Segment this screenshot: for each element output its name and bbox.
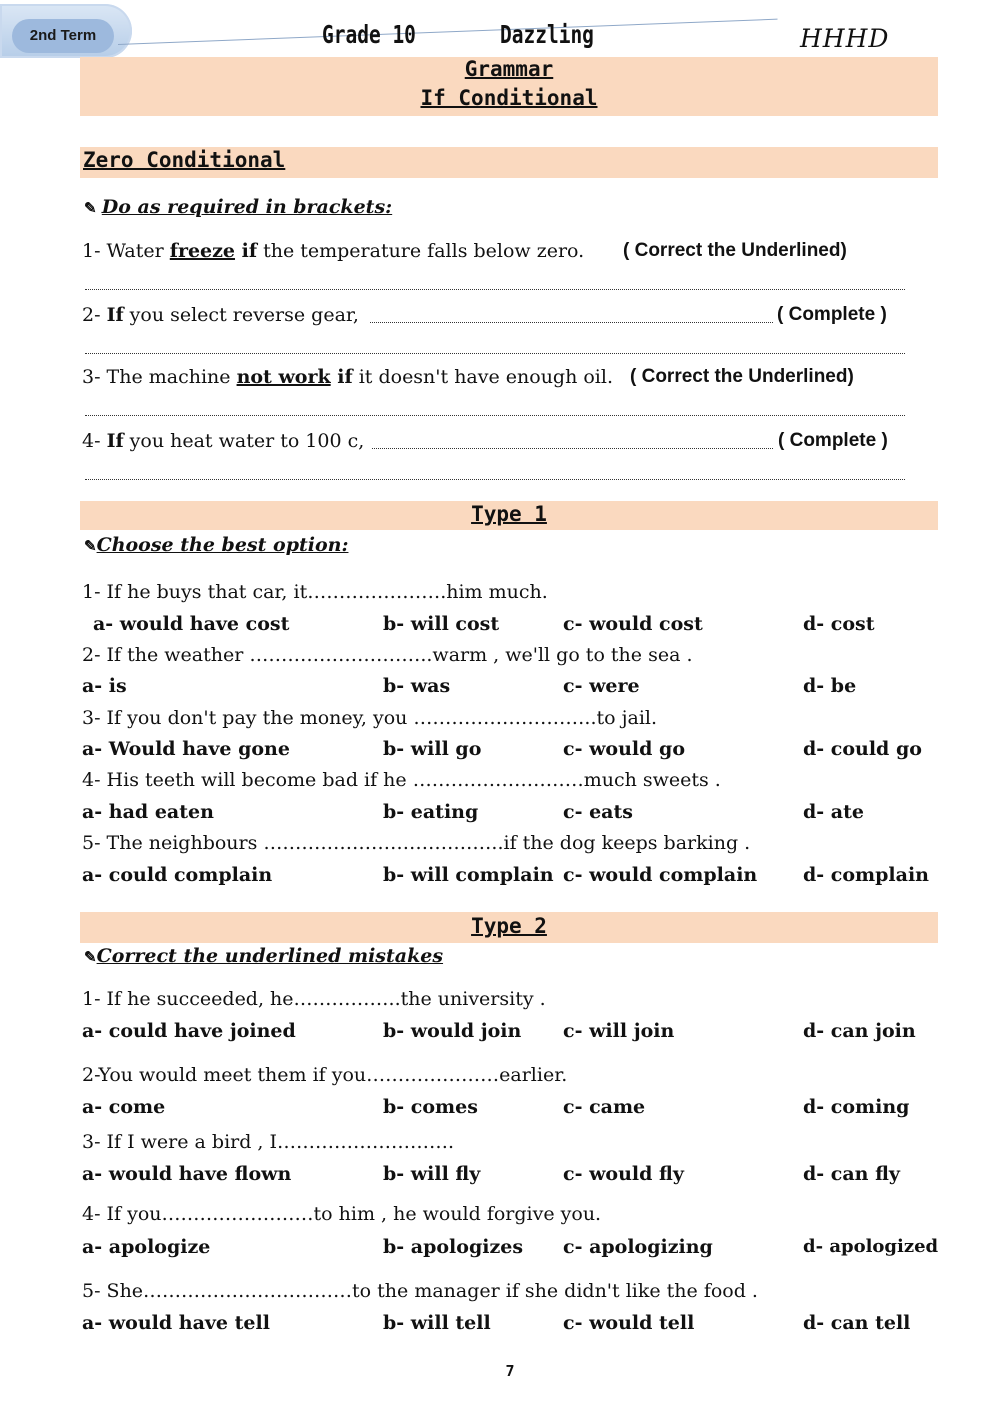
complete-blank-4[interactable] xyxy=(372,448,773,449)
type1-q2-option-a[interactable]: a- is xyxy=(82,675,127,697)
type1-q3-option-a[interactable]: a- Would have gone xyxy=(82,738,290,760)
type1-heading: Type 1 xyxy=(471,502,547,526)
zero-question-1: 1- Water freeze if the temperature falls below zero. xyxy=(82,240,585,262)
zero-task-2: ( Complete ) xyxy=(777,304,887,325)
page-number: 7 xyxy=(505,1362,515,1380)
type2-q1-option-d[interactable]: d- can join xyxy=(803,1020,916,1042)
term-label: 2nd Term xyxy=(12,19,114,53)
zero-question-4: 4- If you heat water to 100 c, xyxy=(82,430,365,452)
zero-conditional-band xyxy=(80,147,938,178)
type1-q3-option-d[interactable]: d- could go xyxy=(803,738,922,760)
type1-q4-option-a[interactable]: a- had eaten xyxy=(82,801,214,823)
grade-label: Grade 10 xyxy=(322,20,416,49)
type1-stem-2: 2- If the weather ………………………..warm , we'll go to the sea . xyxy=(82,644,693,666)
title-if-conditional: If Conditional xyxy=(420,86,598,110)
pencil-icon: ✎ xyxy=(84,199,102,217)
type2-q5-option-b[interactable]: b- will tell xyxy=(383,1312,491,1334)
type1-q1-option-d[interactable]: d- cost xyxy=(803,613,875,635)
title-grammar: Grammar xyxy=(464,57,554,81)
type2-instruction: ✎Correct the underlined mistakes xyxy=(84,945,444,967)
zero-task-4: ( Complete ) xyxy=(778,430,888,451)
complete-blank-2[interactable] xyxy=(370,322,773,323)
type1-q3-option-c[interactable]: c- would go xyxy=(563,738,685,760)
type2-q3-option-c[interactable]: c- would fly xyxy=(563,1163,684,1185)
type2-q3-option-b[interactable]: b- will fly xyxy=(383,1163,481,1185)
type2-stem-3: 3- If I were a bird , I………………………. xyxy=(82,1131,455,1153)
type1-instruction: ✎Choose the best option: xyxy=(84,534,349,556)
type2-q5-option-a[interactable]: a- would have tell xyxy=(82,1312,270,1334)
type1-band xyxy=(80,501,938,530)
type2-q4-option-b[interactable]: b- apologizes xyxy=(383,1236,524,1258)
answer-line-3[interactable] xyxy=(85,414,905,416)
zero-task-3: ( Correct the Underlined) xyxy=(630,366,854,387)
zero-conditional-heading: Zero Conditional xyxy=(83,148,286,172)
type2-q3-option-a[interactable]: a- would have flown xyxy=(82,1163,292,1185)
type2-q4-option-a[interactable]: a- apologize xyxy=(82,1236,211,1258)
type1-stem-4: 4- His teeth will become bad if he ………………………much sweets . xyxy=(82,769,721,791)
type2-stem-2: 2-You would meet them if you…………………earlier. xyxy=(82,1064,568,1086)
type1-q3-option-b[interactable]: b- will go xyxy=(383,738,482,760)
type2-q4-option-c[interactable]: c- apologizing xyxy=(563,1236,713,1258)
type1-q1-option-c[interactable]: c- would cost xyxy=(563,613,703,635)
zero-instruction: ✎ Do as required in brackets: xyxy=(84,196,393,218)
type2-q3-option-d[interactable]: d- can fly xyxy=(803,1163,900,1185)
type1-q4-option-c[interactable]: c- eats xyxy=(563,801,633,823)
type1-q5-option-d[interactable]: d- complain xyxy=(803,864,929,886)
type2-q2-option-d[interactable]: d- coming xyxy=(803,1096,910,1118)
header-decorative-line xyxy=(118,19,778,45)
type1-stem-1: 1- If he buys that car, it………………….him much. xyxy=(82,581,548,603)
type2-band xyxy=(80,912,938,943)
type2-q5-option-c[interactable]: c- would tell xyxy=(563,1312,695,1334)
type2-q2-option-b[interactable]: b- comes xyxy=(383,1096,478,1118)
type2-q2-option-a[interactable]: a- come xyxy=(82,1096,166,1118)
type2-q1-option-c[interactable]: c- will join xyxy=(563,1020,675,1042)
type2-q4-option-d[interactable]: d- apologized xyxy=(803,1236,939,1257)
type1-q1-option-b[interactable]: b- will cost xyxy=(383,613,500,635)
pencil-icon: ✎ xyxy=(84,948,97,966)
pencil-icon: ✎ xyxy=(84,537,97,555)
type1-q4-option-b[interactable]: b- eating xyxy=(383,801,479,823)
author-signature: HHHD xyxy=(800,24,890,53)
book-title: Dazzling xyxy=(500,20,594,49)
type1-q4-option-d[interactable]: d- ate xyxy=(803,801,864,823)
type1-stem-5: 5- The neighbours ………………………………..if the dog keeps barking . xyxy=(82,832,751,854)
answer-line-1[interactable] xyxy=(85,288,905,290)
type1-q5-option-c[interactable]: c- would complain xyxy=(563,864,758,886)
type2-heading: Type 2 xyxy=(471,914,547,938)
type2-q2-option-c[interactable]: c- came xyxy=(563,1096,646,1118)
type1-q5-option-a[interactable]: a- could complain xyxy=(82,864,273,886)
type1-stem-3: 3- If you don't pay the money, you ………………………..to jail. xyxy=(82,707,658,729)
answer-line-2[interactable] xyxy=(85,352,905,354)
type1-q2-option-c[interactable]: c- were xyxy=(563,675,640,697)
title-band xyxy=(80,57,938,116)
zero-task-1: ( Correct the Underlined) xyxy=(623,240,847,261)
type2-q1-option-a[interactable]: a- could have joined xyxy=(82,1020,296,1042)
zero-question-2: 2- If you select reverse gear, xyxy=(82,304,359,326)
answer-line-4[interactable] xyxy=(85,478,905,480)
zero-question-3: 3- The machine not work if it doesn't have enough oil. xyxy=(82,366,614,388)
type2-stem-5: 5- She……………………………to the manager if she didn't like the food . xyxy=(82,1280,758,1302)
type1-q5-option-b[interactable]: b- will complain xyxy=(383,864,554,886)
type2-stem-1: 1- If he succeeded, he……………..the university . xyxy=(82,988,546,1010)
type1-q2-option-b[interactable]: b- was xyxy=(383,675,451,697)
type1-q1-option-a[interactable]: a- would have cost xyxy=(93,613,290,635)
type1-q2-option-d[interactable]: d- be xyxy=(803,675,857,697)
type2-q1-option-b[interactable]: b- would join xyxy=(383,1020,522,1042)
type2-stem-4: 4- If you……………………to him , he would forgive you. xyxy=(82,1203,602,1225)
type2-q5-option-d[interactable]: d- can tell xyxy=(803,1312,911,1334)
